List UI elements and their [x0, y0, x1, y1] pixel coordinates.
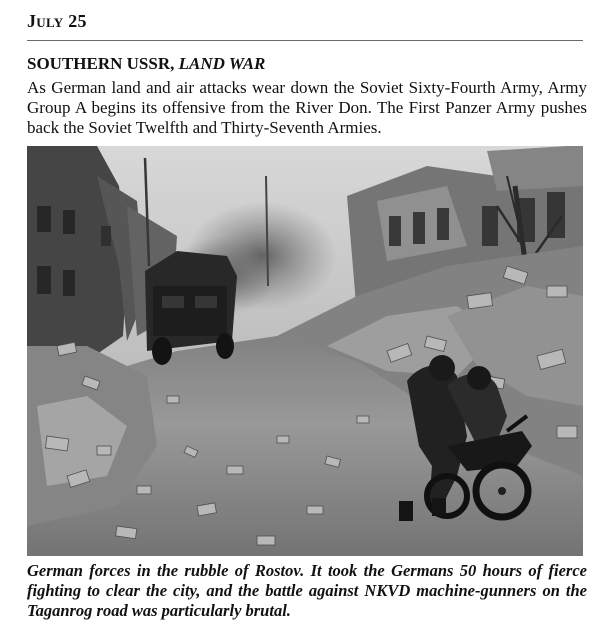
- heading-divider: [27, 40, 583, 41]
- section-theme: LAND WAR: [178, 54, 266, 73]
- section-heading: [27, 54, 265, 74]
- section-region: SOUTHERN USSR,: [27, 54, 175, 73]
- date-heading: July 25: [27, 11, 87, 31]
- photo-caption: German forces in the rubble of Rostov. It took the Germans 50 hours of fierce fighting to clear the city, and the battle against NKVD machine-gunners on the Taganrog road was particularly brutal.: [27, 561, 587, 620]
- photo-illustration: [27, 146, 583, 556]
- photo-tint: [27, 146, 583, 556]
- war-photograph: [27, 146, 583, 556]
- body-paragraph: As German land and air attacks wear down the Soviet Sixty-Fourth Army, Army Group A begins its offensive from the River Don. The First Panzer Army pushes back the Soviet Twelfth and Thirty-Seventh Armies.: [27, 78, 587, 137]
